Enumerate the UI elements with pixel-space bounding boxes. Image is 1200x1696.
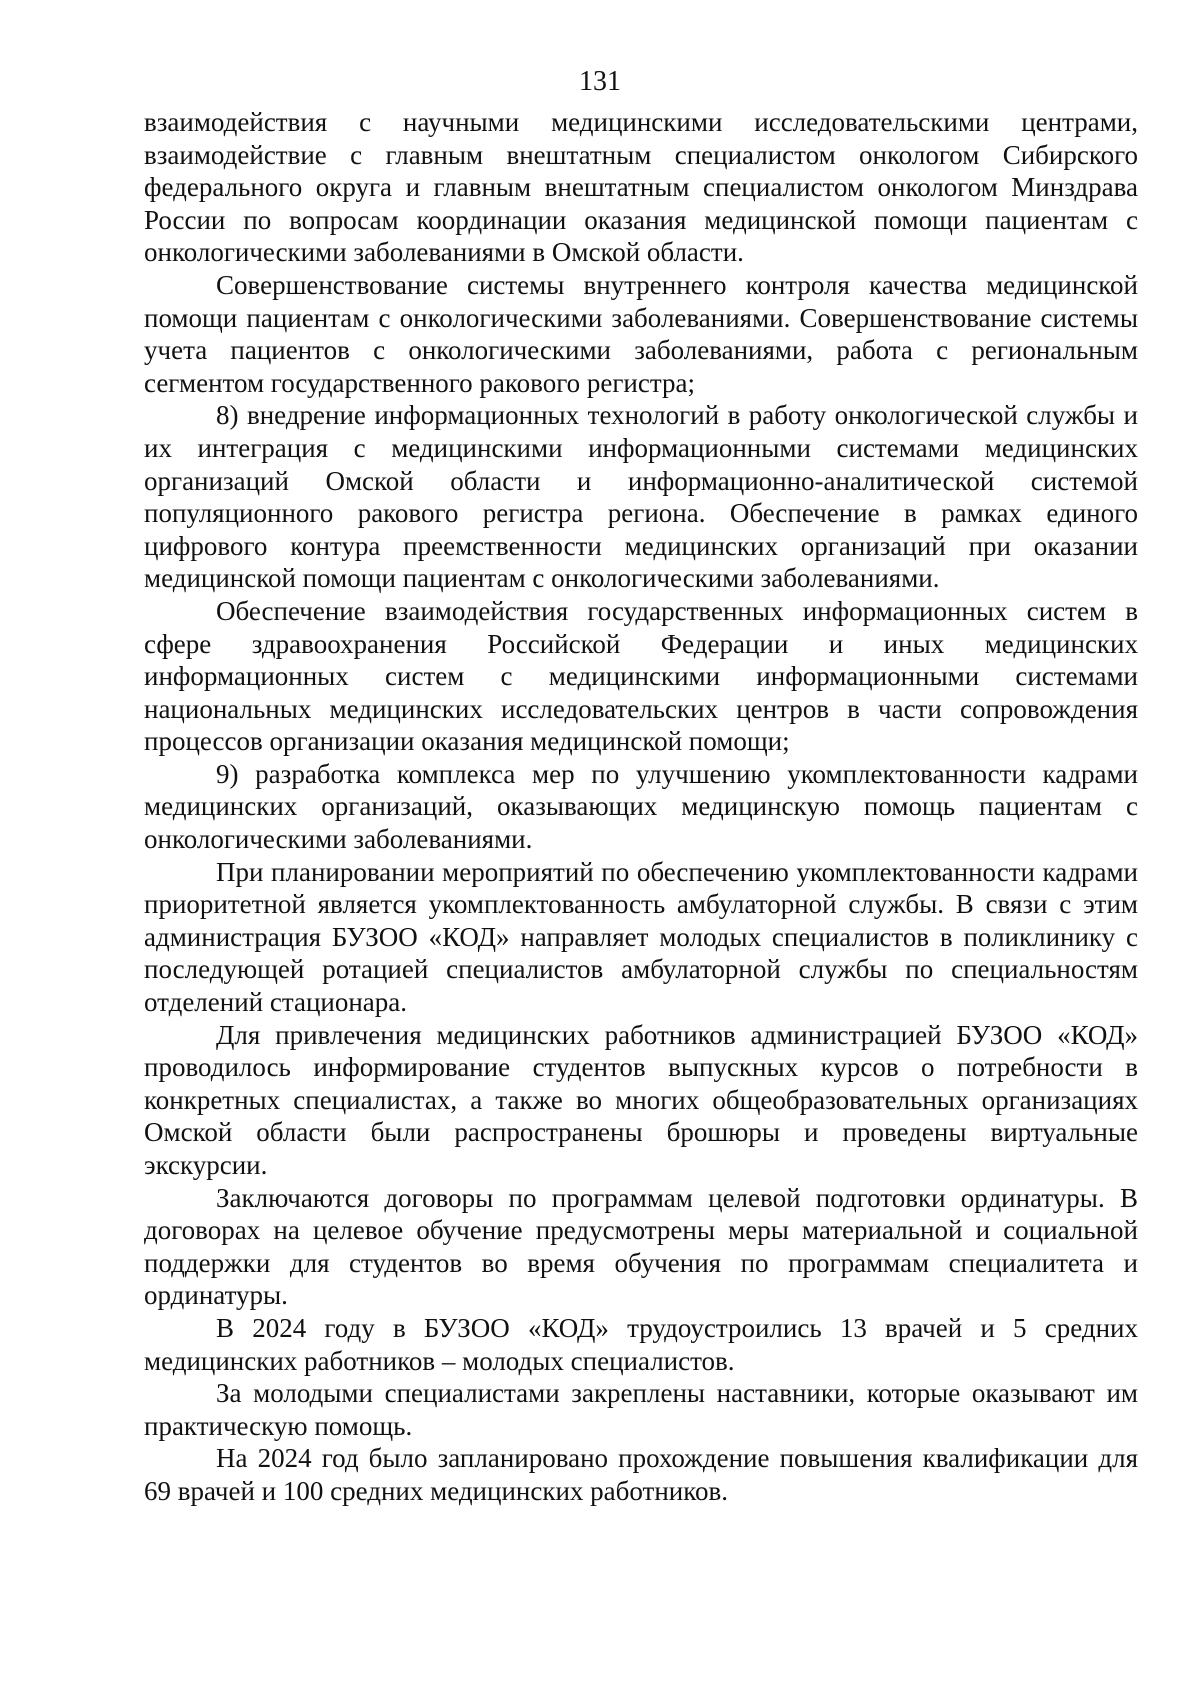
paragraph-mentors: За молодыми специалистами закреплены наставники, которые оказывают им практическую помощь.	[144, 1378, 1138, 1441]
paragraph-internal-quality-control: Совершенствование системы внутреннего контроля качества медицинской помощи пациентам с онкологическими заболеваниями. Совершенствование системы учета пациентов с онкологическими заболеваниями, работа с региональным сегментом государственного ракового регистра;	[144, 269, 1138, 398]
page-number: 131	[579, 66, 621, 97]
paragraph-qualification-training: На 2024 год было запланировано прохождение повышения квалификации для 69 врачей и 100 средних медицинских работников.	[144, 1443, 1138, 1506]
paragraph-2024-employment: В 2024 году в БУЗОО «КОД» трудоустроились 13 врачей и 5 средних медицинских работников – молодых специалистов.	[144, 1312, 1138, 1376]
paragraph-item-8-information-technologies: 8) внедрение информационных технологий в работу онкологической службы и их интеграция с медицинскими информационными системами медицинских организаций Омской области и информационно-аналитической системой популяционного ракового регистра региона. Обеспечение в рамках единого цифрового контура преемственности медицинских организаций при оказании медицинской помощи пациентам с онкологическими заболеваниями.	[144, 400, 1138, 594]
paragraph-attracting-workers: Для привлечения медицинских работников администрацией БУЗОО «КОД» проводилось информирование студентов выпускных курсов о потребности в конкретных специалистах, а также во многих общеобразовательных организациях Омской области были распространены брошюры и проведены виртуальные экскурсии.	[144, 1019, 1138, 1180]
paragraph-information-systems-interaction: Обеспечение взаимодействия государственных информационных систем в сфере здравоохранения Российской Федерации и иных медицинских информационных систем с медицинскими информационными системами национальных медицинских исследовательских центров в части сопровождения процессов организации оказания медицинской помощи;	[144, 595, 1138, 757]
document-body	[144, 106, 1138, 1508]
paragraph-item-9-staffing-measures: 9) разработка комплекса мер по улучшению укомплектованности кадрами медицинских организаций, оказывающих медицинскую помощь пациентам с онкологическими заболеваниями.	[144, 758, 1138, 855]
paragraph-staffing-planning: При планировании мероприятий по обеспечению укомплектованности кадрами приоритетной является укомплектованность амбулаторной службы. В связи с этим администрация БУЗОО «КОД» направляет молодых специалистов в поликлинику с последующей ротацией специалистов амбулаторной службы по специальностям отделений стационара.	[144, 856, 1138, 1018]
paragraph-continuation: взаимодействия с научными медицинскими исследовательскими центрами, взаимодействие с главным внештатным специалистом онкологом Сибирского федерального округа и главным внештатным специалистом онкологом Минздрава России по вопросам координации оказания медицинской помощи пациентам с онкологическими заболеваниями в Омской области.	[144, 107, 1138, 268]
paragraph-targeted-training-contracts: Заключаются договоры по программам целевой подготовки ординатуры. В договорах на целевое обучение предусмотрены меры материальной и социальной поддержки для студентов во время обучения по программам специалитета и ординатуры.	[144, 1182, 1138, 1311]
